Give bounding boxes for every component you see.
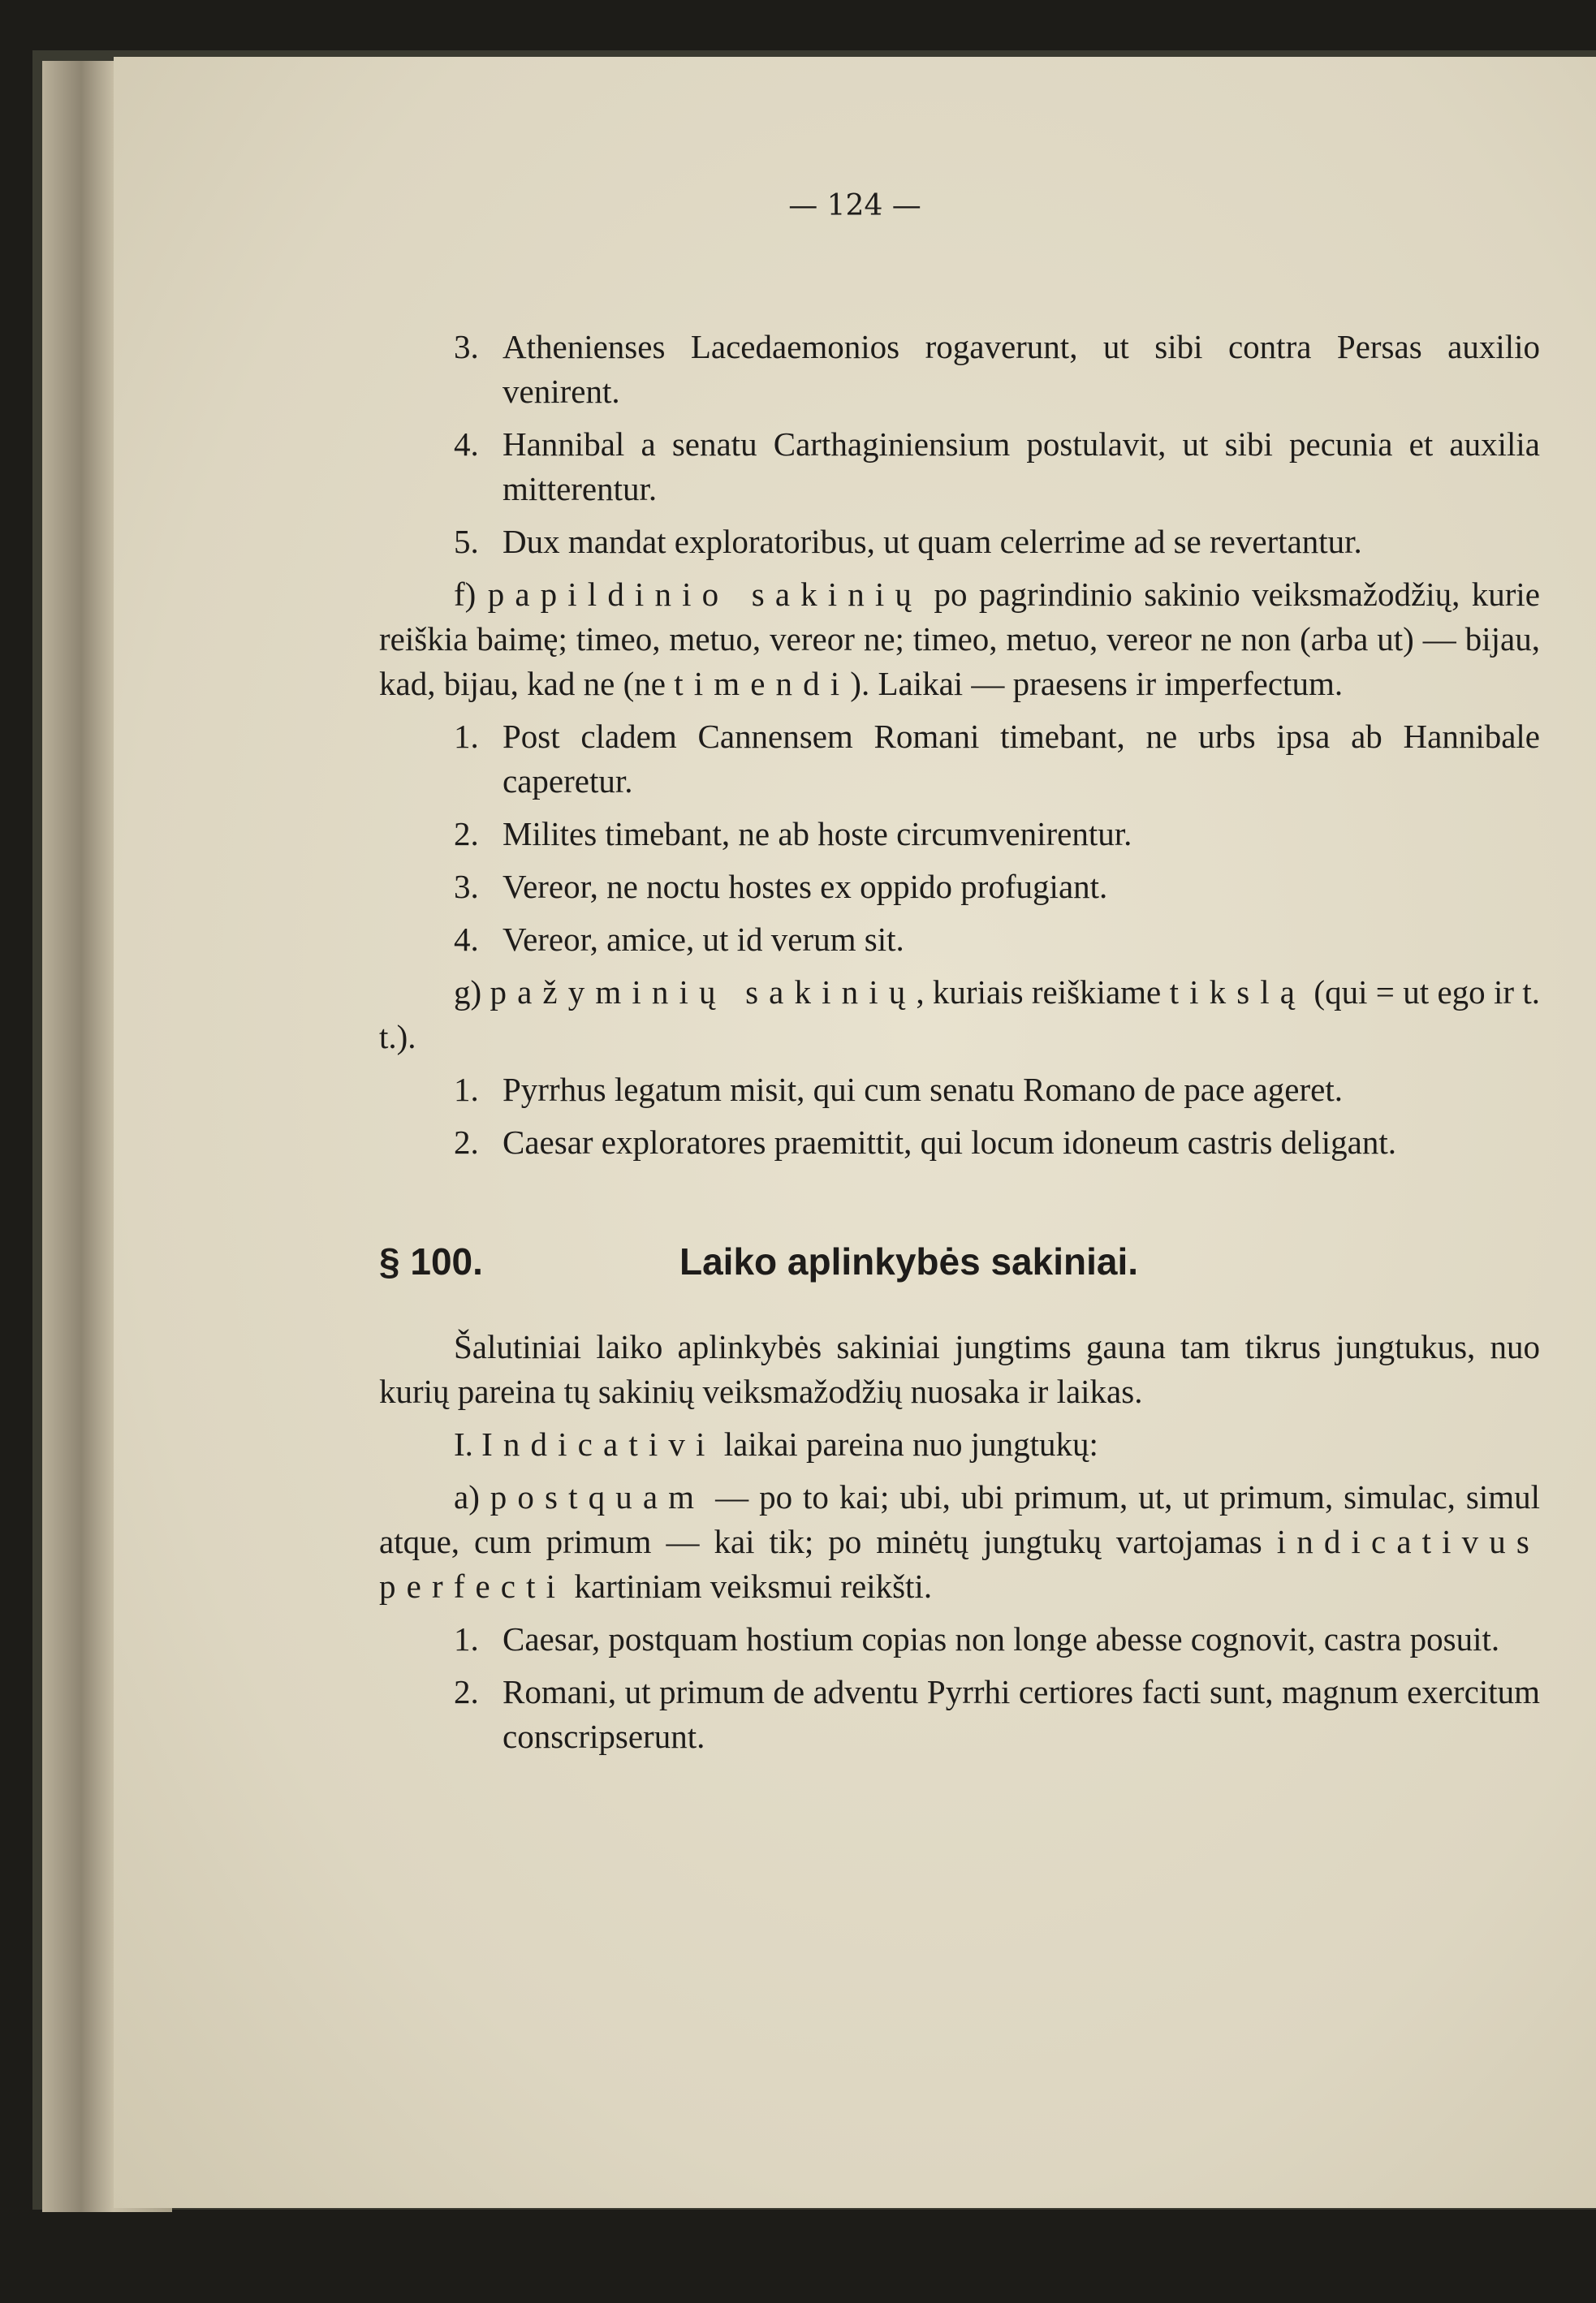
list-item: 3. Vereor, ne noctu hostes ex oppido profugiant. xyxy=(454,868,1108,905)
page-body xyxy=(379,325,1540,1767)
paragraph-intro: Šalutiniai laiko aplinkybės sakiniai jungtims gauna tam tikrus jungtukus, nuo kurių pareina tų sakinių veiksmažodžių nuosaka ir laikas. xyxy=(379,1328,1540,1410)
list-item: 1. Caesar, postquam hostium copias non longe abesse cognovit, castra posuit. xyxy=(454,1620,1500,1658)
paragraph-f: f) papildinio sakinių po pagrindinio sakinio veiksmažodžių, kurie reiškia baimę; timeo, metuo, vereor ne; timeo, metuo, vereor ne non (arba ut) — bijau, kad, bijau, kad ne (ne timendi). Laikai — praesens ir imperfectum. xyxy=(379,576,1540,702)
list-item: 2. Romani, ut primum de adventu Pyrrhi certiores facti sunt, magnum exercitum conscripserunt. xyxy=(454,1673,1540,1755)
page-number: — 124 — xyxy=(788,189,921,222)
section-number: § 100. xyxy=(379,1240,483,1283)
section-title: Laiko aplinkybės sakiniai. xyxy=(679,1240,1139,1283)
section-heading xyxy=(379,1240,1540,1284)
book-page xyxy=(114,57,1596,2208)
list-item: 1. Pyrrhus legatum misit, qui cum senatu Romano de pace ageret. xyxy=(454,1071,1343,1108)
list-item: 4. Vereor, amice, ut id verum sit. xyxy=(454,921,904,958)
list-item: 3. Athenienses Lacedaemonios rogaverunt, ut sibi contra Persas auxilio venirent. xyxy=(454,328,1540,410)
list-item: 1. Post cladem Cannensem Romani timebant, ne urbs ipsa ab Hannibale caperetur. xyxy=(454,718,1540,800)
paragraph-indicativi: I. Indicativi laikai pareina nuo jungtukų: xyxy=(454,1425,1098,1463)
list-item: 5. Dux mandat exploratoribus, ut quam celerrime ad se revertantur. xyxy=(454,523,1362,560)
paragraph-g: g) pažyminių sakinių, kuriais reiškiame tikslą (qui = ut ego ir t. t.). xyxy=(379,973,1541,1055)
list-item: 2. Caesar exploratores praemittit, qui locum idoneum castris deligant. xyxy=(454,1123,1396,1161)
list-item: 4. Hannibal a senatu Carthaginiensium postulavit, ut sibi pecunia et auxilia mitterentur. xyxy=(454,425,1540,507)
paragraph-a: a) postquam — po to kai; ubi, ubi primum, ut, ut primum, simulac, simul atque, cum primum — kai tik; po minėtų jungtukų vartojamas indicativus perfecti kartiniam veiksmui reikšti. xyxy=(379,1478,1540,1605)
list-item: 2. Milites timebant, ne ab hoste circumvenirentur. xyxy=(454,815,1132,852)
